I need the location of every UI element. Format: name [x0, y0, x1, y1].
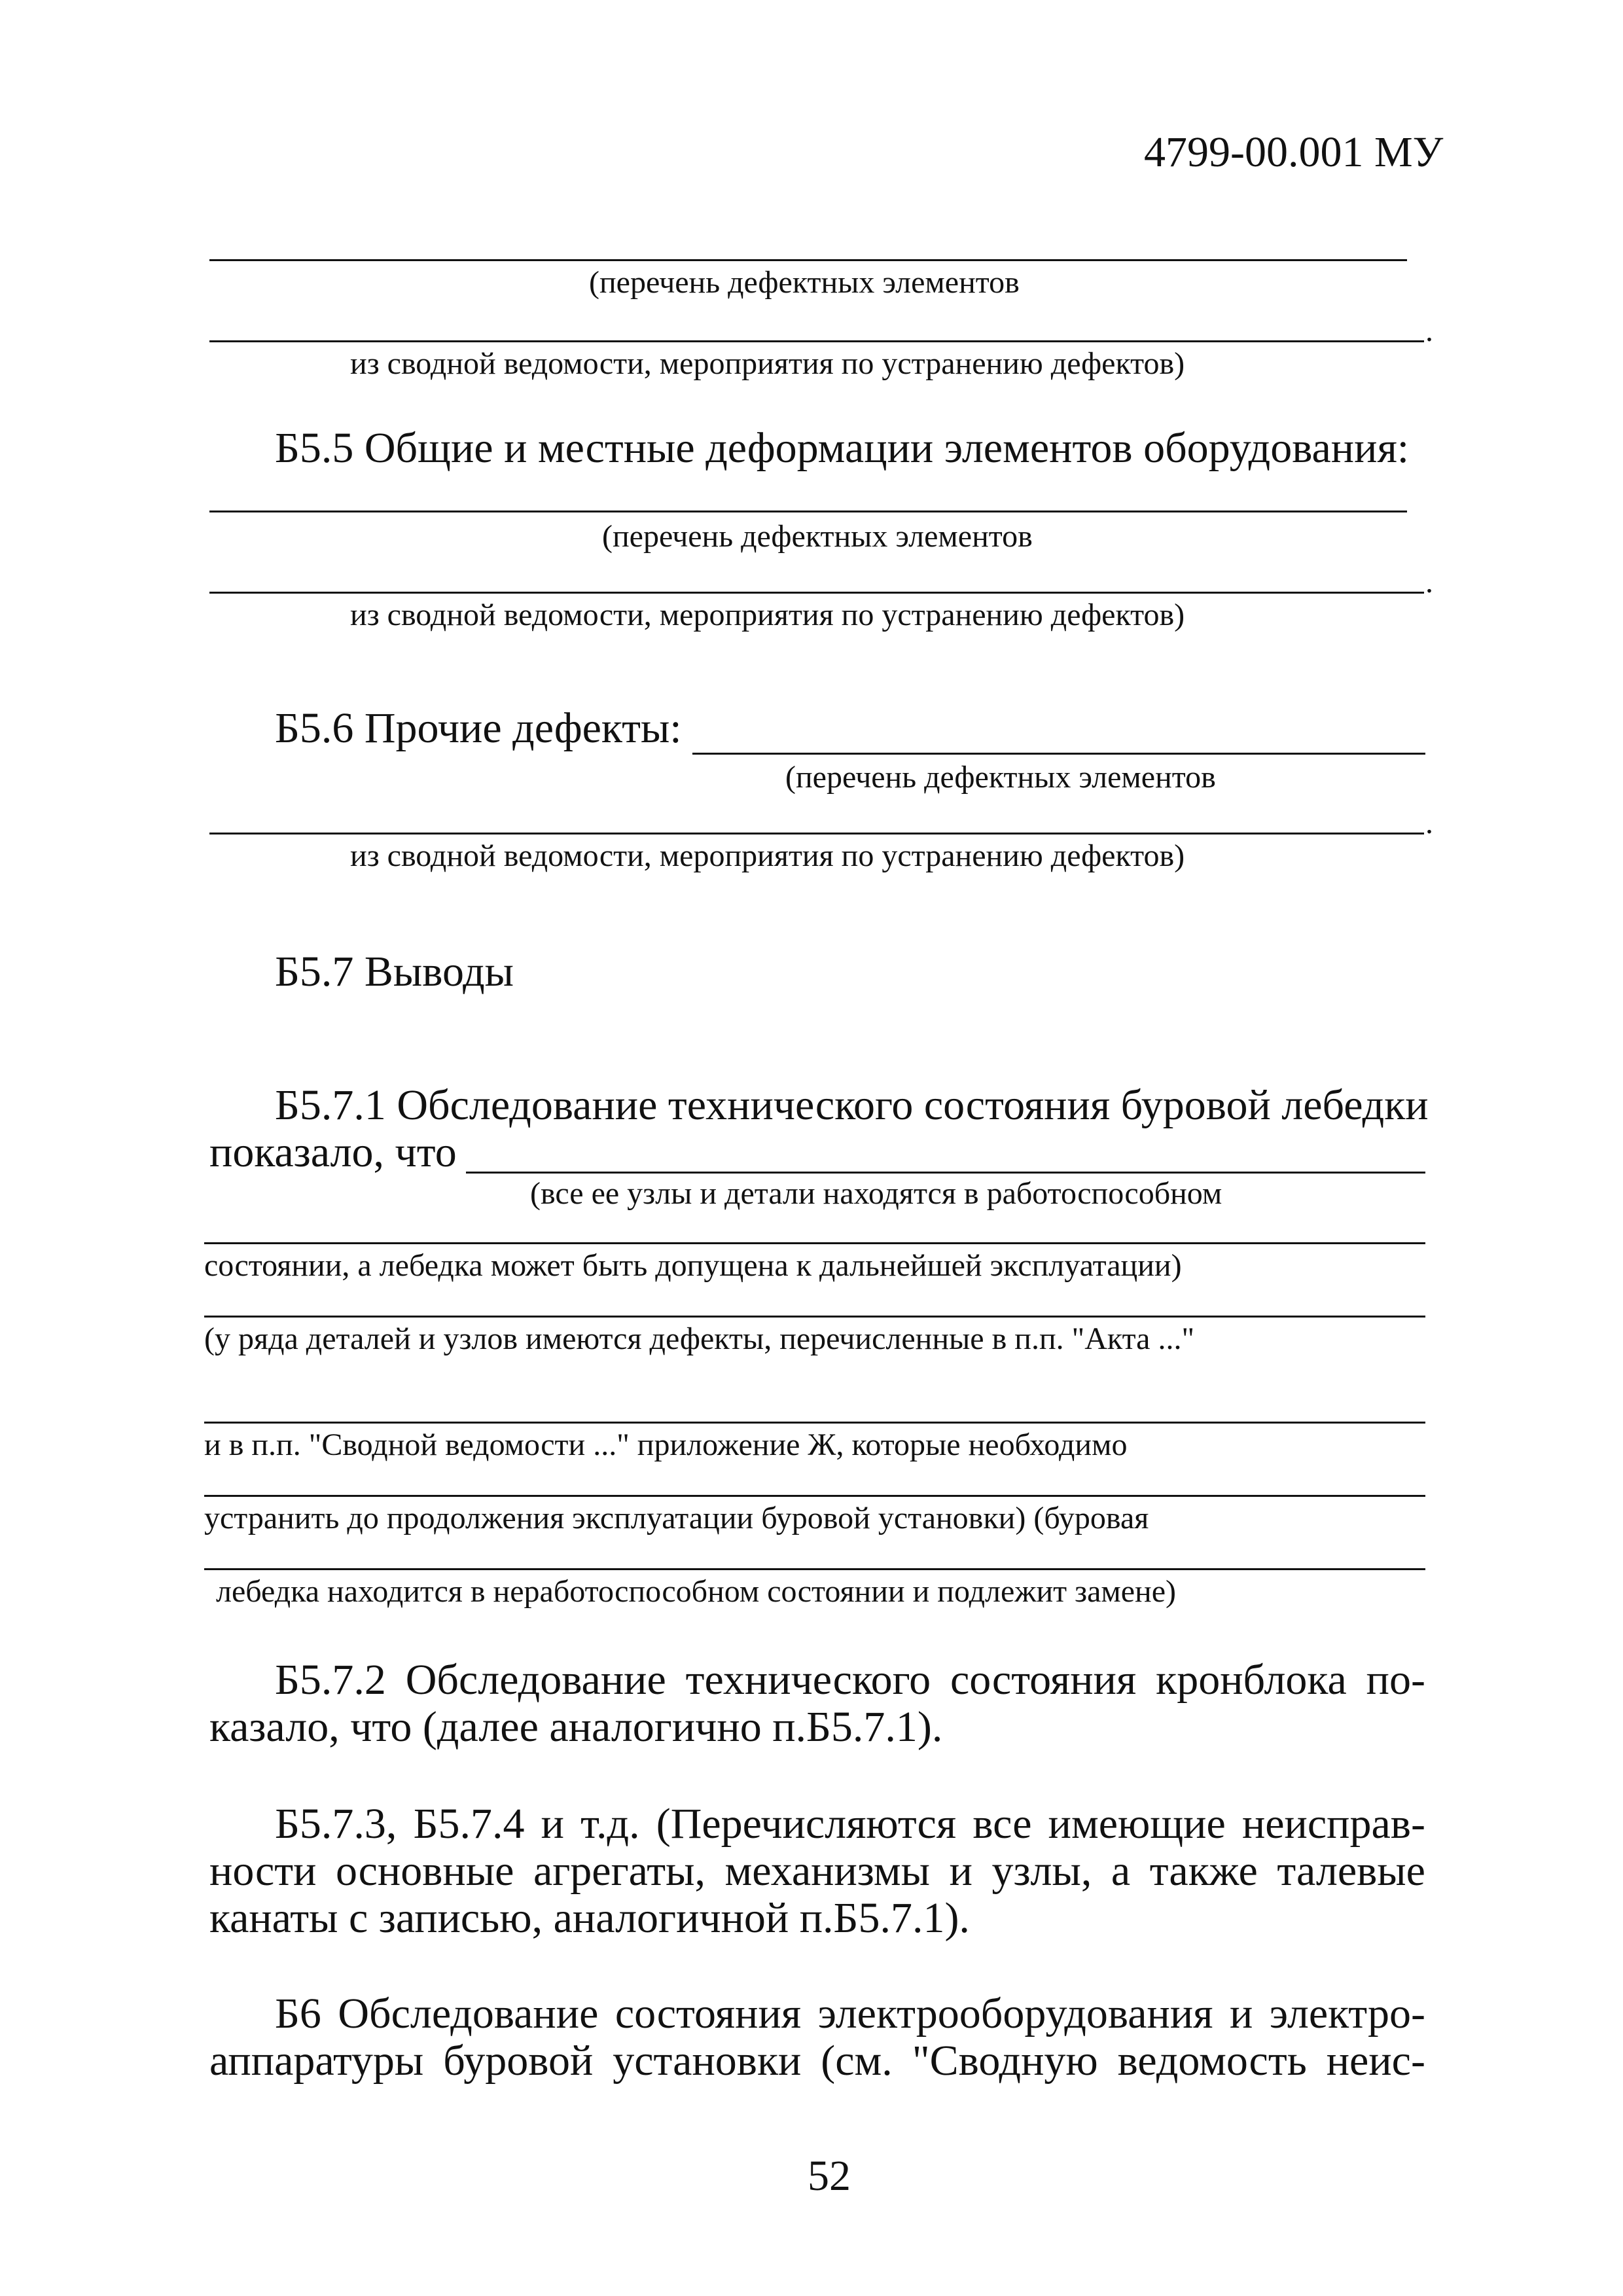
- b5-7-1-line1: Б5.7.1 Обследование технического состояния буровой лебедки: [275, 1081, 1429, 1129]
- line-end-dot: .: [1425, 314, 1433, 348]
- document-code: 4799-00.001 МУ: [1144, 128, 1444, 176]
- fill-line: [209, 833, 1424, 834]
- b5-7-1-hint4: и в п.п. "Сводной ведомости ..." приложение Ж, которые необходимо: [204, 1427, 1128, 1462]
- page-number: 52: [808, 2152, 851, 2200]
- b6-line2: аппаратуры буровой установки (см. "Сводную ведомость неис-: [209, 2037, 1425, 2085]
- b5-7-3-line1: Б5.7.3, Б5.7.4 и т.д. (Перечисляются все имеющие неисправ-: [275, 1800, 1425, 1848]
- fill-line: [204, 1242, 1425, 1244]
- section-b5-7-title: Б5.7 Выводы: [275, 948, 514, 996]
- hint-from-register: из сводной ведомости, мероприятия по устранению дефектов): [350, 838, 1185, 873]
- b5-7-1-hint5: устранить до продолжения эксплуатации буровой установки) (буровая: [204, 1501, 1149, 1535]
- b5-7-1-hint1: (все ее узлы и детали находятся в работоспособном: [530, 1176, 1222, 1211]
- hint-from-register: из сводной ведомости, мероприятия по устранению дефектов): [350, 346, 1185, 381]
- hint-defect-list: (перечень дефектных элементов: [589, 265, 1020, 300]
- hint-from-register: из сводной ведомости, мероприятия по устранению дефектов): [350, 598, 1185, 632]
- section-b5-6-title: Б5.6 Прочие дефекты:: [275, 704, 682, 752]
- b5-7-1-hint3: (у ряда деталей и узлов имеются дефекты, перечисленные в п.п. "Акта ...": [204, 1321, 1195, 1356]
- hint-defect-list: (перечень дефектных элементов: [785, 760, 1216, 795]
- fill-line: [204, 1495, 1425, 1497]
- b5-7-3-line3: канаты с записью, аналогичной п.Б5.7.1).: [209, 1894, 970, 1942]
- fill-line: [204, 1316, 1425, 1318]
- b6-line1: Б6 Обследование состояния электрооборудования и электро-: [275, 1990, 1425, 2037]
- line-end-dot: .: [1425, 565, 1433, 600]
- fill-line: [209, 340, 1424, 342]
- b5-7-1-hint2: состоянии, а лебедка может быть допущена к дальнейшей эксплуатации): [204, 1248, 1182, 1283]
- b5-7-1-line2: показало, что: [209, 1128, 457, 1176]
- fill-line: [204, 1568, 1425, 1570]
- b5-7-3-line2: ности основные агрегаты, механизмы и узлы, а также талевые: [209, 1847, 1425, 1895]
- fill-line: [466, 1172, 1425, 1174]
- fill-line: [209, 259, 1407, 261]
- fill-line: [692, 753, 1425, 755]
- hint-defect-list: (перечень дефектных элементов: [602, 519, 1033, 554]
- b5-7-2-line2: казало, что (далее аналогично п.Б5.7.1).: [209, 1703, 943, 1751]
- line-end-dot: .: [1425, 806, 1433, 840]
- fill-line: [204, 1422, 1425, 1424]
- b5-7-2-line1: Б5.7.2 Обследование технического состояния кронблока по-: [275, 1656, 1425, 1704]
- b5-7-1-hint6: лебедка находится в неработоспособном состоянии и подлежит замене): [216, 1574, 1177, 1609]
- fill-line: [209, 511, 1407, 512]
- section-b5-5-title: Б5.5 Общие и местные деформации элементов оборудования:: [275, 424, 1410, 472]
- fill-line: [209, 592, 1424, 594]
